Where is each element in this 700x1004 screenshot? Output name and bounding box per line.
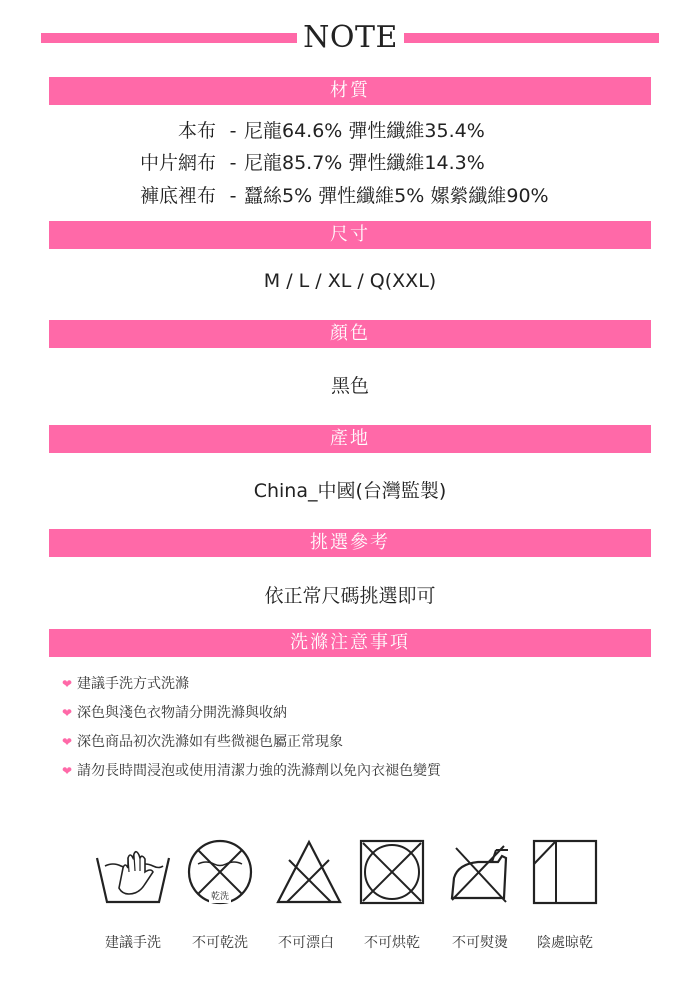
material-name: 本布 [177,120,216,142]
no-iron-icon [448,838,512,906]
heart-icon: ❤ [62,735,73,749]
material-row [0,181,700,211]
dry-clean-text: 乾洗 [210,892,230,902]
fit-value: 依正常尺碼挑選即可 [264,585,436,607]
section-title-care: 洗滌注意事項 [49,629,651,657]
section-title-color: 顏色 [49,320,651,348]
care-icon-label: 陰處晾乾 [537,935,593,951]
color-value: 黑色 [330,375,369,397]
note-header [0,18,700,58]
note-title: NOTE [303,20,398,55]
no-bleach-icon [275,838,343,906]
care-item [62,703,287,723]
hand-wash-icon [95,838,171,906]
material-name: 中片網布 [139,152,216,174]
shade-dry-icon [532,838,598,906]
material-name: 褲底裡布 [139,185,216,207]
size-value: M / L / XL / Q(XXL) [263,270,437,292]
section-title-material: 材質 [49,77,651,105]
care-icon-label: 不可烘乾 [364,935,420,951]
material-row [0,116,700,146]
section-title-size: 尺寸 [49,221,651,249]
material-row [0,148,700,178]
origin-value: China_中國(台灣監製) [253,480,447,502]
care-item [62,732,343,752]
material-value: 尼龍85.7% 彈性纖維14.3% [244,152,485,174]
material-separator: - [229,152,237,174]
care-item [62,761,441,781]
header-bar-right [404,33,659,43]
care-icon-label: 建議手洗 [105,935,161,951]
care-item-text: 深色與淺色衣物請分開洗滌與收納 [77,705,287,721]
material-value: 尼龍64.6% 彈性纖維35.4% [244,120,485,142]
no-tumble-dry-icon [359,838,425,906]
section-title-fit: 挑選參考 [49,529,651,557]
header-bar-left [41,33,297,43]
heart-icon: ❤ [62,764,73,778]
care-icon-label: 不可熨燙 [452,935,508,951]
care-item-text: 深色商品初次洗滌如有些微褪色屬正常現象 [77,734,343,750]
section-title-origin: 產地 [49,425,651,453]
care-item [62,674,189,694]
no-dry-clean-icon [186,838,254,906]
care-item-text: 請勿長時間浸泡或使用清潔力強的洗滌劑以免內衣褪色變質 [77,763,441,779]
care-icon-label: 不可漂白 [278,935,334,951]
material-separator: - [229,120,237,142]
heart-icon: ❤ [62,706,73,720]
care-item-text: 建議手洗方式洗滌 [77,676,189,692]
heart-icon: ❤ [62,677,73,691]
material-separator: - [229,185,237,207]
care-icon-label: 不可乾洗 [192,935,248,951]
material-value: 蠶絲5% 彈性纖維5% 嫘縈纖維90% [244,185,549,207]
